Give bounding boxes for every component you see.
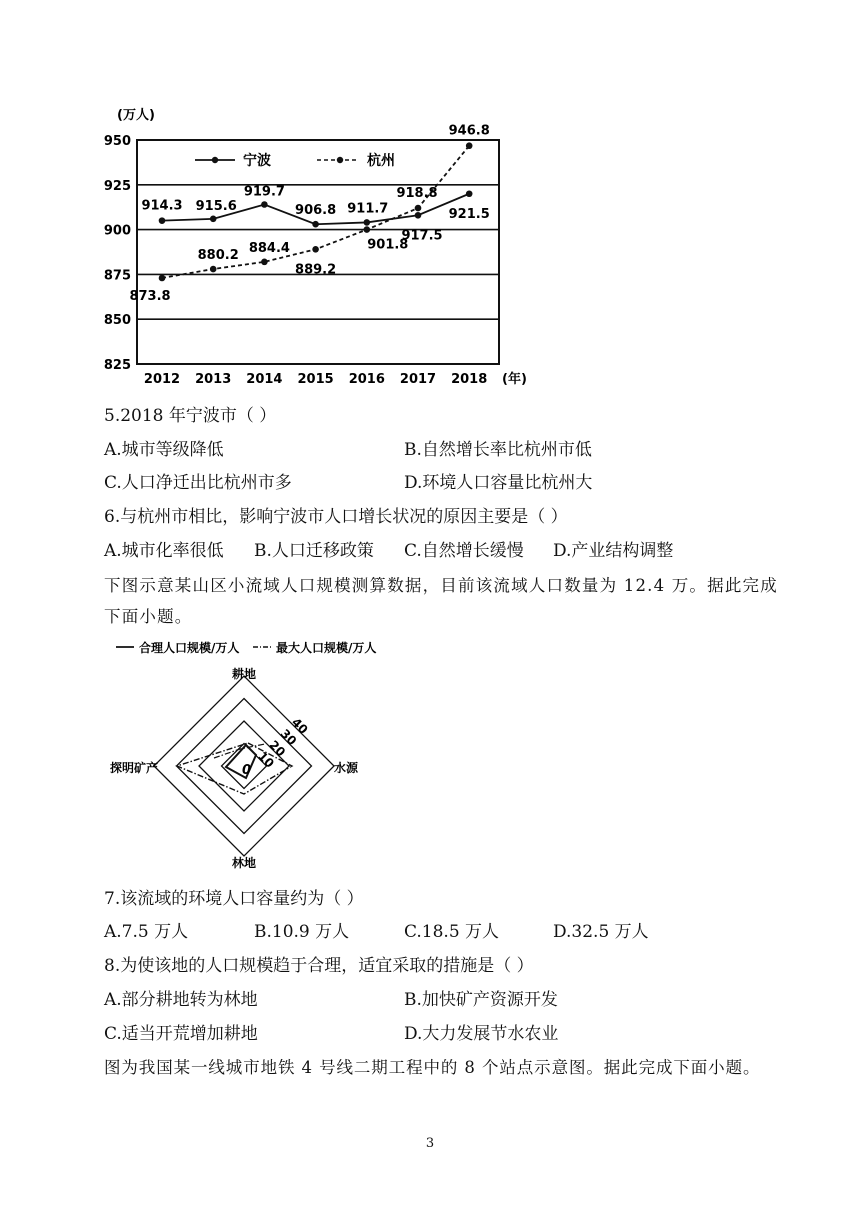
data-label: 917.5: [401, 228, 443, 244]
data-point: [364, 226, 371, 233]
data-label: 946.8: [448, 123, 490, 139]
x-tick-label: 2016: [348, 372, 385, 387]
page-number: 3: [425, 1136, 435, 1151]
ring-scale-label: 30: [277, 726, 300, 749]
q7-option-a: A.7.5 万人: [104, 922, 189, 942]
legend: [195, 152, 395, 169]
data-point: [466, 190, 473, 197]
data-point: [466, 142, 473, 149]
q5-option-b: B.自然增长率比杭州市低: [404, 440, 592, 460]
q8-option-c: C.适当开荒增加耕地: [104, 1024, 258, 1044]
y-tick-label: 925: [103, 178, 131, 194]
data-point: [312, 221, 319, 228]
axis-label-farmland: 耕地: [232, 667, 257, 681]
axis-label-water: 水源: [334, 761, 359, 775]
data-label: 901.8: [367, 237, 409, 253]
radar-legend: [116, 640, 376, 655]
data-label: 921.5: [448, 206, 490, 222]
data-point: [415, 205, 422, 212]
data-point: [159, 275, 166, 282]
q6-option-b: B.人口迁移政策: [254, 541, 374, 561]
y-tick-label: 850: [103, 313, 131, 329]
data-point: [159, 217, 166, 224]
q7-stem: 7.该流域的环境人口容量约为（ ）: [104, 889, 364, 909]
legend-ningbo: 宁波: [243, 153, 271, 169]
data-label: 880.2: [197, 248, 239, 264]
data-label: 915.6: [195, 198, 237, 214]
data-point: [261, 259, 268, 266]
data-label: 918.8: [396, 186, 438, 202]
legend-reasonable: 合理人口规模/万人: [139, 641, 240, 655]
axis-label-minerals: 探明矿产: [110, 761, 159, 775]
q6-stem: 6.与杭州市相比，影响宁波市人口增长状况的原因主要是（ ）: [104, 507, 568, 527]
x-unit-label: (年): [502, 372, 527, 387]
axis-label-forest: 林地: [232, 856, 257, 870]
q8-stem: 8.为使该地的人口规模趋于合理，适宜采取的措施是（ ）: [104, 956, 534, 976]
data-label: 911.7: [347, 201, 389, 217]
q5-stem: 5.2018 年宁波市（ ）: [104, 406, 277, 426]
ring-scale-label: 20: [266, 737, 289, 760]
radar-center-label: 0: [242, 763, 252, 778]
data-label: 884.4: [248, 240, 290, 256]
data-point: [312, 246, 319, 253]
q7-option-d: D.32.5 万人: [553, 922, 649, 942]
q8-option-d: D.大力发展节水农业: [404, 1024, 559, 1044]
data-point: [210, 266, 217, 273]
y-tick-label: 950: [103, 134, 131, 149]
x-tick-label: 2017: [399, 372, 437, 387]
ring-scale-label: 10: [255, 748, 277, 771]
q5-option-c: C.人口净迁出比杭州市多: [104, 473, 292, 493]
data-point: [415, 212, 422, 219]
q8-option-a: A.部分耕地转为林地: [104, 990, 258, 1010]
plot-frame: [137, 140, 499, 364]
population-line-chart: [100, 100, 540, 395]
q6-option-c: C.自然增长缓慢: [404, 541, 524, 561]
intro-paragraph-3: 图为我国某一线城市地铁 4 号线二期工程中的 8 个站点示意图。据此完成下面小题。: [104, 1058, 761, 1077]
reasonable-population-polygon: [226, 745, 256, 778]
x-tick-label: 2018: [451, 372, 488, 387]
legend-maximum: 最大人口规模/万人: [276, 641, 377, 655]
y-tick-label: 875: [103, 268, 131, 284]
ring-scale-label: 40: [288, 715, 311, 737]
x-tick-label: 2012: [143, 372, 181, 387]
q6-option-d: D.产业结构调整: [553, 541, 674, 561]
y-unit-label: (万人): [117, 108, 155, 123]
intro-paragraph-line2: 下面小题。: [104, 607, 193, 626]
data-point: [210, 216, 217, 223]
population-radar-chart: [110, 636, 410, 876]
legend-hangzhou: 杭州: [367, 153, 395, 169]
data-label: 873.8: [129, 288, 171, 304]
x-tick-label: 2015: [297, 372, 334, 387]
x-tick-label: 2014: [246, 372, 283, 387]
y-tick-label: 900: [103, 223, 131, 239]
y-tick-label: 825: [103, 358, 131, 373]
q8-option-b: B.加快矿产资源开发: [404, 990, 558, 1010]
data-point: [261, 201, 268, 208]
intro-paragraph-line1: 下图示意某山区小流域人口规模测算数据，目前该流域人口数量为 12.4 万。据此完成: [104, 576, 778, 595]
data-label: 914.3: [141, 198, 183, 214]
data-label: 889.2: [295, 262, 337, 278]
data-point: [364, 219, 371, 226]
x-tick-label: 2013: [195, 372, 232, 387]
q7-option-c: C.18.5 万人: [404, 922, 500, 942]
q5-option-d: D.环境人口容量比杭州大: [404, 473, 593, 493]
q7-option-b: B.10.9 万人: [254, 922, 350, 942]
q6-option-a: A.城市化率很低: [104, 541, 224, 561]
data-label: 906.8: [295, 203, 337, 219]
data-label: 919.7: [243, 184, 285, 200]
q5-option-a: A.城市等级降低: [104, 440, 224, 460]
